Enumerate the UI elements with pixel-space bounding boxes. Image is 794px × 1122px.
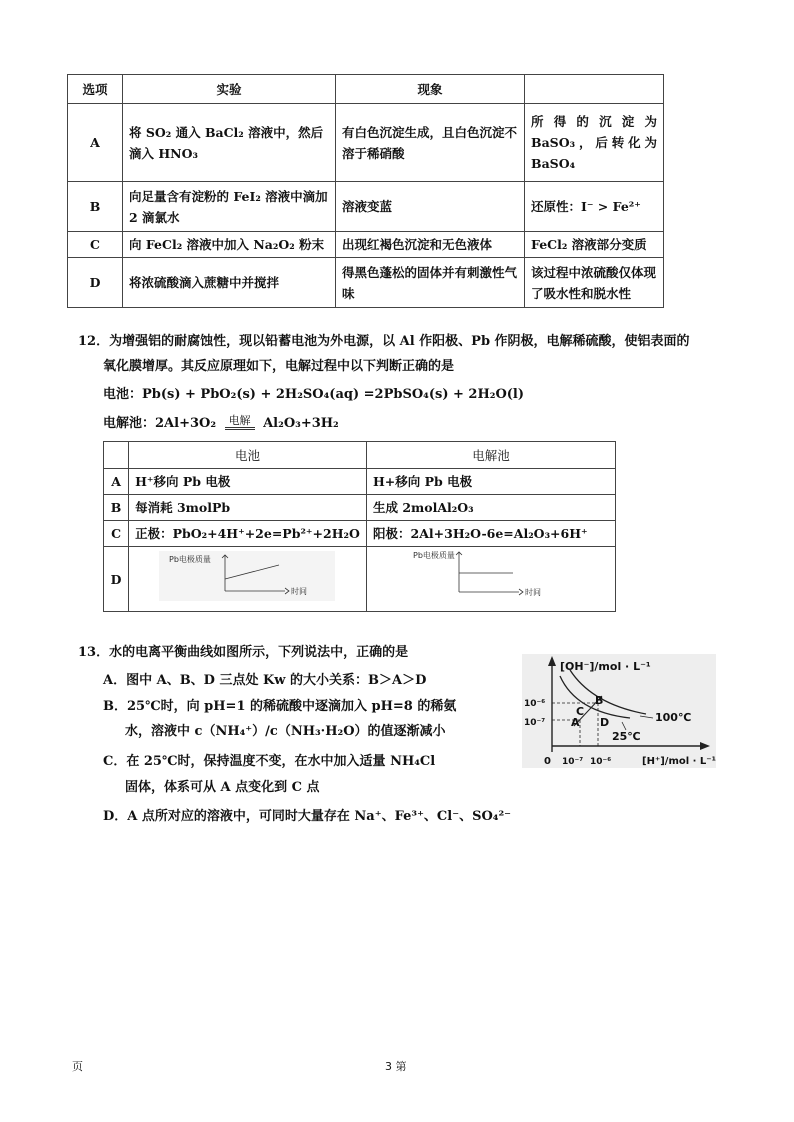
origin-label: 0: [544, 756, 551, 767]
table-row: [68, 104, 664, 182]
row-option: B: [104, 495, 129, 521]
row-battery-graph: [129, 547, 367, 612]
row-battery: H⁺移向 Pb 电极: [129, 469, 367, 495]
row-battery: 每消耗 3molPb: [129, 495, 367, 521]
table-row: [104, 495, 616, 521]
row-conclusion: 所得的沉淀为 BaSO₃，后转化为 BaSO₄: [525, 104, 664, 182]
row-experiment: 将 SO₂ 通入 BaCl₂ 溶液中，然后滴入 HNO₃: [123, 104, 336, 182]
options-table-q11: [67, 74, 664, 308]
pb-mass-rising-graph: [129, 547, 361, 605]
q13-option-d: D．A 点所对应的溶液中，可同时大量存在 Na⁺、Fe³⁺、Cl⁻、SO₄²⁻: [103, 809, 512, 824]
row-conclusion: FeCl₂ 溶液部分变质: [525, 232, 664, 258]
table-row: [104, 547, 616, 612]
row-experiment: 向 FeCl₂ 溶液中加入 Na₂O₂ 粉末: [123, 232, 336, 258]
row-phenomenon: 溶液变蓝: [336, 182, 525, 232]
x-tick-1e-6: 10⁻⁶: [590, 757, 612, 767]
curve-label-25c: 25℃: [612, 730, 641, 743]
q12-cell-equation: [103, 413, 339, 435]
row-phenomenon: 得黑色蓬松的固体并有刺激性气味: [336, 258, 525, 308]
y-tick-1e-7: 10⁻⁷: [524, 718, 546, 728]
row-experiment: 向足量含有淀粉的 FeI₂ 溶液中滴加 2 滴氯水: [123, 182, 336, 232]
row-phenomenon: 出现红褐色沉淀和无色液体: [336, 232, 525, 258]
row-option: A: [68, 104, 123, 182]
point-b-label: B: [595, 694, 604, 707]
q12-battery-equation: 电池：Pb(s) + PbO₂(s) + 2H₂SO₄(aq) =2PbSO₄(s) + 2H₂O(l): [103, 387, 525, 402]
row-cell: 生成 2molAl₂O₃: [367, 495, 616, 521]
cell-eq-right: Al₂O₃+3H₂: [263, 416, 339, 431]
row-option: C: [68, 232, 123, 258]
cell-eq-left: 电解池：2Al+3O₂: [103, 416, 217, 431]
graph-ylabel: Pb电极质量: [169, 555, 212, 564]
row-option: C: [104, 521, 129, 547]
table-row: [68, 232, 664, 258]
header-conclusion: [525, 75, 664, 104]
row-cell: 阳极：2Al+3H₂O-6e=Al₂O₃+6H⁺: [367, 521, 616, 547]
graph-ylabel: Pb电极质量: [413, 551, 455, 560]
q13-option-a: A．图中 A、B、D 三点处 Kw 的大小关系：B＞A＞D: [103, 673, 427, 688]
header-option: 选项: [68, 75, 123, 104]
row-conclusion: 该过程中浓硫酸仅体现了吸水性和脱水性: [525, 258, 664, 308]
row-experiment: 将浓硫酸滴入蔗糖中并搅拌: [123, 258, 336, 308]
row-cell: H+移向 Pb 电极: [367, 469, 616, 495]
header-battery: 电池: [129, 442, 367, 469]
header-phenomenon: 现象: [336, 75, 525, 104]
pb-mass-constant-graph: [367, 547, 615, 605]
q12-stem-line1: 12．为增强铝的耐腐蚀性，现以铅蓄电池为外电源，以 Al 作阳极、Pb 作阴极，电解稀硫酸，使铝表面的: [78, 334, 690, 349]
graph-xlabel: 时间: [525, 588, 541, 597]
footer-page-number: 3 第: [385, 1060, 407, 1073]
table-row: [68, 258, 664, 308]
q13-option-b-line1: B．25℃时，向 pH=1 的稀硫酸中逐滴加入 pH=8 的稀氨: [103, 699, 457, 714]
footer-left: 页: [72, 1060, 83, 1073]
q13-stem: 13．水的电离平衡曲线如图所示，下列说法中，正确的是: [78, 645, 409, 660]
row-battery: 正极：PbO₂+4H⁺+2e=Pb²⁺+2H₂O: [129, 521, 367, 547]
table-row: [68, 182, 664, 232]
row-option: D: [68, 258, 123, 308]
q12-stem-line2: 氧化膜增厚。其反应原理如下，电解过程中以下判断正确的是: [103, 359, 455, 374]
row-conclusion: 还原性：I⁻ > Fe²⁺: [525, 182, 664, 232]
q13-option-c-line2: 固体，体系可从 A 点变化到 C 点: [125, 780, 320, 795]
row-cell-graph: [367, 547, 616, 612]
x-arrow-icon: [519, 589, 523, 595]
q13-option-b-line2: 水，溶液中 c（NH₄⁺）/c（NH₃·H₂O）的值逐渐减小: [125, 724, 446, 739]
table-row: [104, 469, 616, 495]
point-c-label: C: [576, 705, 585, 718]
point-d-label: D: [600, 716, 610, 729]
curve-label-100c: 100℃: [655, 711, 692, 724]
row-option: D: [104, 547, 129, 612]
x-axis-label: [H⁺]/mol · L⁻¹: [642, 756, 716, 767]
y-tick-1e-6: 10⁻⁶: [524, 699, 546, 709]
table-row: [104, 521, 616, 547]
header-experiment: 实验: [123, 75, 336, 104]
options-table-q12: [103, 441, 616, 612]
y-axis-label: [OH⁻]/mol · L⁻¹: [560, 660, 651, 673]
header-cell: 电解池: [367, 442, 616, 469]
point-a-label: A: [571, 716, 580, 729]
header-option: [104, 442, 129, 469]
graph-xlabel: 时间: [291, 587, 308, 596]
x-tick-1e-7: 10⁻⁷: [562, 757, 584, 767]
row-option: A: [104, 469, 129, 495]
cell-eq-condition: 电解: [225, 414, 255, 430]
row-phenomenon: 有白色沉淀生成，且白色沉淀不溶于稀硝酸: [336, 104, 525, 182]
row-option: B: [68, 182, 123, 232]
water-ionization-graph: [522, 654, 716, 768]
q13-option-c-line1: C．在 25℃时，保持温度不变，在水中加入适量 NH₄Cl: [103, 754, 436, 769]
